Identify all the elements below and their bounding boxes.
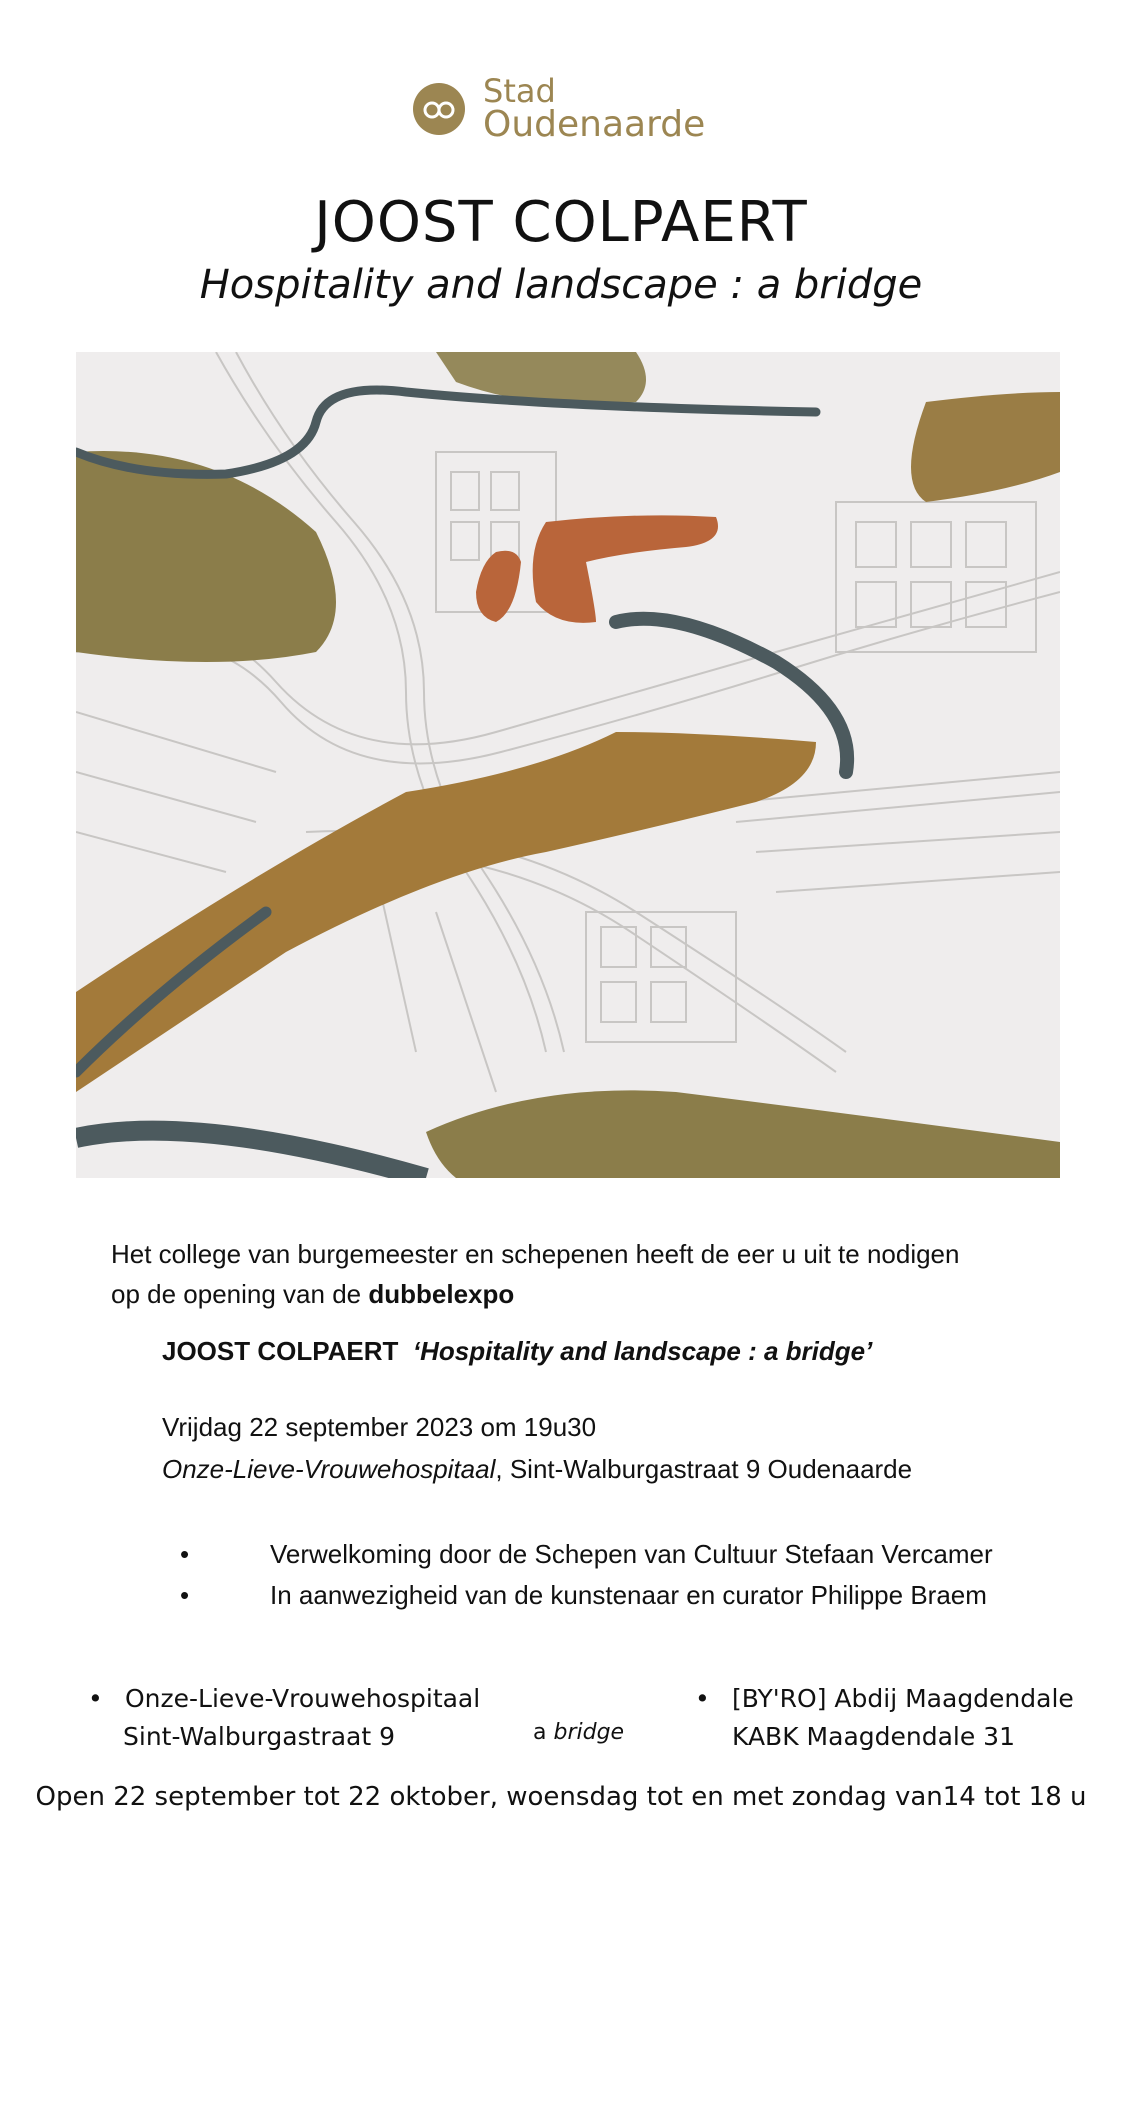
bullet-icon: • [695,1684,710,1713]
opening-hours: Open 22 september tot 22 oktober, woensdag tot en met zondag van14 tot 18 u [35,1782,1087,1812]
a-bridge-label [533,1720,624,1745]
invitation-highlight: dubbelexpo [368,1279,515,1309]
list-item [162,1575,993,1616]
bullet-icon: • [88,1684,103,1713]
logo-line-stad: Stad [483,72,556,110]
bullet-icon: • [180,1580,190,1610]
bullet-icon: • [180,1539,190,1569]
event-date: Vrijdag 22 september 2023 om 19u30 [162,1412,597,1442]
location-left-name: Onze-Lieve-Vrouwehospitaal [125,1684,481,1713]
program-item-text: In aanwezigheid van de kunstenaar en curator Philippe Braem [270,1580,987,1610]
logo-mark-icon [413,83,465,135]
exhibition-artist: JOOST COLPAERT [162,1336,399,1366]
invitation-line-2 [111,1274,1071,1314]
invitation-prefix: op de opening van de [111,1279,362,1309]
exhibition-subtitle: Hospitality and landscape : a bridge [199,262,923,308]
location-right-address: KABK Maagdendale 31 [732,1722,1015,1751]
invitation-text [111,1234,1071,1314]
exhibition-heading [162,1336,872,1367]
artist-title: JOOST COLPAERT [314,190,808,255]
a-bridge-italic: bridge [553,1720,625,1745]
list-item [162,1534,993,1575]
location-right-name: [BY'RO] Abdij Maagdendale [732,1684,1074,1713]
location-left-address: Sint-Walburgastraat 9 [123,1722,395,1751]
program-item-text: Verwelkoming door de Schepen van Cultuur Stefaan Vercamer [270,1539,993,1569]
exhibition-title: ‘Hospitality and landscape : a bridge’ [412,1336,873,1366]
location-left [88,1680,480,1756]
a-bridge-prefix: a [533,1720,547,1745]
invitation-line-1: Het college van burgemeester en schepenen heeft de eer u uit te nodigen [111,1239,960,1269]
venue-address: , Sint-Walburgastraat 9 Oudenaarde [495,1454,913,1484]
venue-name: Onze-Lieve-Vrouwehospitaal [162,1454,496,1484]
artwork-image [76,352,1060,1178]
location-right [695,1680,1074,1756]
program-list [162,1534,993,1616]
event-venue [162,1454,912,1485]
city-logo [413,72,723,150]
logo-line-oudenaarde: Oudenaarde [483,104,706,145]
logo-text [483,72,706,145]
